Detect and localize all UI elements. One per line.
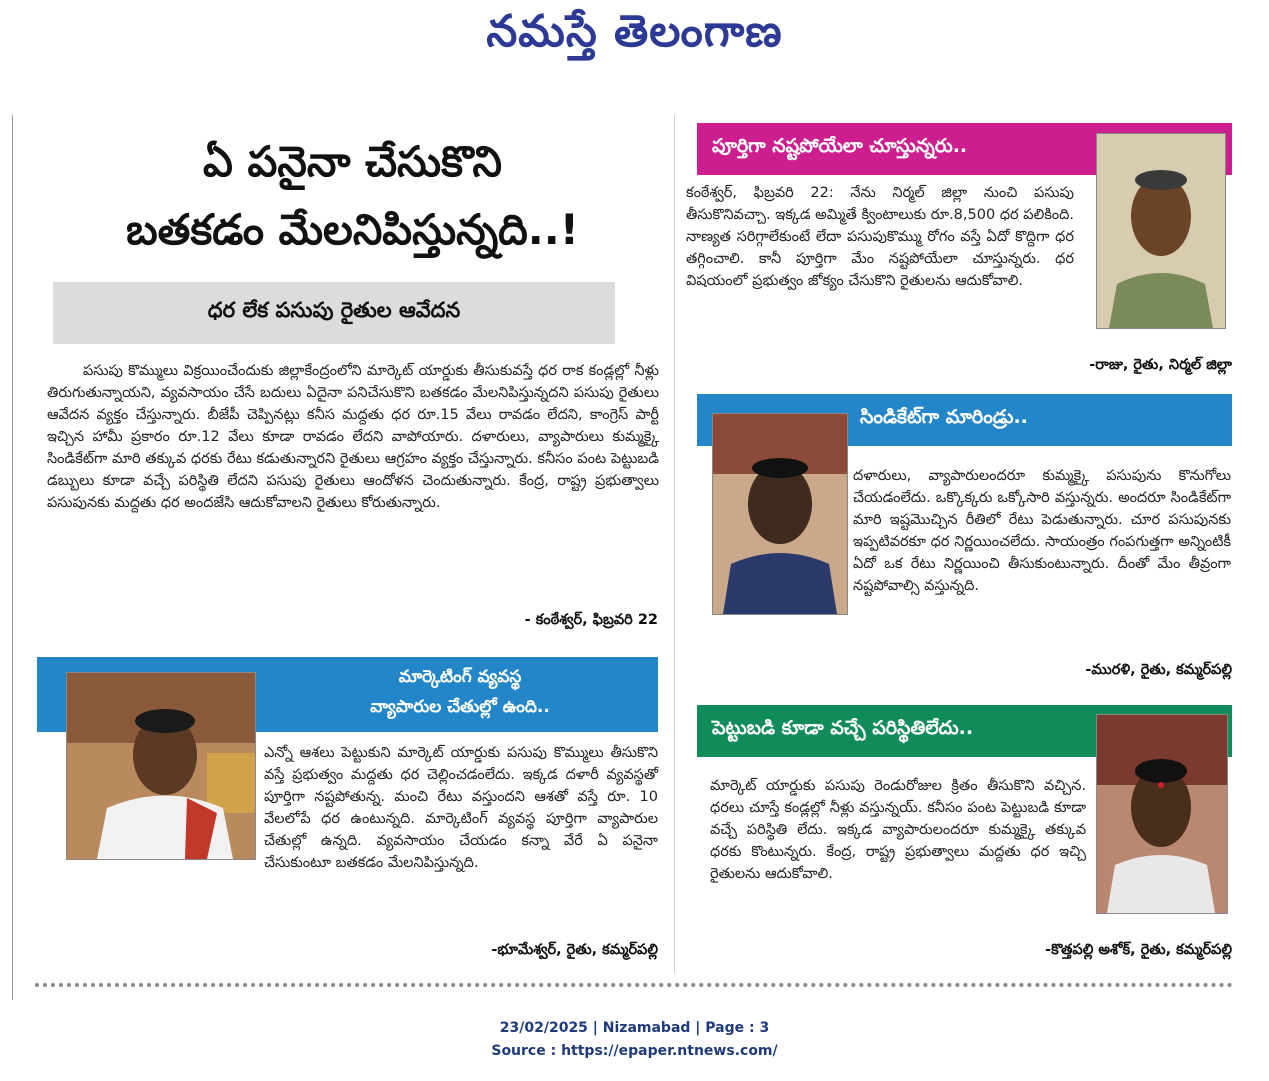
- murali-box-body: [853, 465, 1231, 597]
- farmer-photo-murali: [712, 413, 848, 615]
- portrait-illustration-icon: [1097, 715, 1227, 913]
- page-footer-source: Source : https://epaper.ntnews.com/: [491, 1043, 778, 1059]
- raju-box-body: [686, 182, 1074, 292]
- ashok-box-byline: -కొత్తపల్లి అశోక్, రైతు, కమ్మర్‌పల్లి: [1045, 942, 1232, 958]
- raju-box-title: పూర్తిగా నష్టపోయేలా చూస్తున్నరు..: [712, 135, 968, 157]
- headline-line-2: బతకడం మేలనిపిస్తున్నది..!: [126, 205, 579, 254]
- farmer-photo-bhumeshwar: [66, 672, 256, 860]
- page-left-border: [12, 115, 13, 1000]
- farmer-photo-raju: [1096, 133, 1226, 329]
- main-article-body: [47, 360, 659, 514]
- portrait-illustration-icon: [67, 673, 255, 859]
- page-footer-date-edition: 23/02/2025 | Nizamabad | Page : 3: [499, 1020, 770, 1036]
- murali-box-title: సిండికేట్‌గా మారిండ్రు..: [860, 406, 1028, 428]
- marketing-box-body: [264, 742, 658, 874]
- murali-body-paragraph: దళారులు, వ్యాపారులందరూ కుమ్మక్కై పసుపును కొనుగోలు చేయడంలేదు. ఒక్కొక్కరు ఒక్కోసారి వస్తున్నరు. అందరూ సిండికేట్‌గా మారి ఇష్టమొచ్చిన రీతిలో రేటు పెడుతున్నారు. చూర పసుపునకు ఇప్పటివరకూ ధర నిర్ణయించలేదు. సాయంత్రం గంపగుత్తగా అన్నింటికీ ఏదో ఒక రేటు నిర్ణయించి తీసుకుంటున్నారు. దీంతో మేం తీవ్రంగా నష్టపోవాల్సి వస్తున్నది.: [853, 468, 1231, 594]
- marketing-box-byline: -భూమేశ్వర్, రైతు, కమ్మర్‌పల్లి: [491, 942, 658, 958]
- ashok-box-body: [710, 775, 1086, 885]
- ashok-body-paragraph: మార్కెట్ యార్డుకు పసుపు రెండురోజుల క్రితం తీసుకొని వచ్చిన. ధరలు చూస్తే కండ్లల్లో నీళ్లు వస్తున్నయ్. కనీసం పంట పెట్టుబడి కూడా వచ్చే పరిస్థితి లేదు. ఇక్కడ వ్యాపారులందరూ కుమ్మక్కై తక్కువ ధరకు కొంటున్నరు. కేంద్ర, రాష్ట్ర ప్రభుత్వాలు మద్దతు ధర ఇచ్చి రైతులను ఆదుకోవాలి.: [710, 778, 1086, 882]
- main-article-dateline: - కంఠేశ్వర్, ఫిబ్రవరి 22: [524, 612, 658, 628]
- column-divider: [674, 115, 675, 973]
- page-bottom-dotted-rule: [35, 983, 1233, 987]
- murali-box-byline: -మురళి, రైతు, కమ్మర్‌పల్లి: [1085, 662, 1232, 678]
- newspaper-masthead: నమస్తే తెలంగాణ: [486, 6, 783, 57]
- ashok-box-title: పెట్టుబడి కూడా వచ్చే పరిస్థితిలేదు..: [712, 717, 974, 739]
- main-headline: [40, 128, 665, 264]
- marketing-title-line-2: వ్యాపారుల చేతుల్లో ఉంది..: [370, 697, 550, 717]
- raju-body-paragraph: కంఠేశ్వర్, ఫిబ్రవరి 22: నేను నిర్మల్ జిల్లా నుంచి పసుపు తీసుకొనివచ్చా. ఇక్కడ అమ్మితే క్వింటాలుకు రూ.8,500 ధర పలికింది. నాణ్యత సరిగ్గాలేకుంటే లేదా పసుపుకొమ్ము రోగం వస్తే ఏదో కొద్దిగా ధర తగ్గించాలి. కానీ పూర్తిగా మేం నష్టపోయేలా చూస్తున్నరు. ధర విషయంలో ప్రభుత్వం జోక్యం చేసుకొని రైతులను ఆదుకోవాలి.: [686, 185, 1074, 289]
- headline-line-1: ఏ పనైనా చేసుకొని: [203, 137, 502, 186]
- portrait-illustration-icon: [713, 414, 847, 614]
- farmer-photo-ashok: [1096, 714, 1228, 914]
- raju-box-byline: -రాజు, రైతు, నిర్మల్ జిల్లా: [1089, 357, 1232, 373]
- main-article-paragraph: పసుపు కొమ్ములు విక్రయించేందుకు జిల్లాకేంద్రంలోని మార్కెట్ యార్డుకు తీసుకువస్తే ధర రాక కండ్లల్లో నీళ్లు తిరుగుతున్నాయని, వ్యవసాయం చేసే బదులు ఏదైనా పనిచేసుకొని బతకడం మేలనిపిస్తున్నదని పసుపు రైతులు ఆవేదన వ్యక్తం చేస్తున్నారు. బీజేపీ చెప్పినట్లు కనీస మద్దతు ధర రూ.15 వేలు రావడం లేదని, కాంగ్రెస్ పార్టీ ఇచ్చిన హామీ ప్రకారం రూ.12 వేలు కూడా రావడం లేదని వాపోయారు. దళారులు, వ్యాపారులు కుమ్మక్కై సిండికేట్‌గా మారి తక్కువ ధరకు రేటు కడుతున్నారని రైతులు ఆగ్రహం వ్యక్తం చేస్తున్నారు. కనీసం పంట పెట్టుబడి డబ్బులు కూడా వచ్చే పరిస్థితి లేదని పసుపు రైతులు ఆందోళన చెందుతున్నారు. కేంద్ర, రాష్ట్ర ప్రభుత్వాలు పసుపునకు మద్దతు ధర అందజేసి ఆదుకోవాలని రైతులు కోరుతున్నారు.: [47, 363, 659, 511]
- portrait-illustration-icon: [1097, 134, 1225, 328]
- marketing-box-title: [262, 662, 658, 722]
- sub-headline-text: ధర లేక పసుపు రైతుల ఆవేదన: [207, 298, 461, 322]
- marketing-title-line-1: మార్కెటింగ్ వ్యవస్థ: [398, 667, 522, 687]
- sub-headline: [53, 282, 615, 344]
- marketing-body-paragraph: ఎన్నో ఆశలు పెట్టుకుని మార్కెట్ యార్డుకు పసుపు కొమ్ములు తీసుకొని వస్తే ప్రభుత్వం మద్దతు ధర చెల్లించడంలేదు. ఇక్కడ దళారీ వ్యవస్థతో పూర్తిగా నష్టపోతున్న. మంచి రేటు వస్తుందని ఆశతో వస్తే రూ. 10 వేలలోపే ధర ఉంటున్నది. మార్కెటింగ్ వ్యవస్థ పూర్తిగా వ్యాపారుల చేతుల్లో ఉన్నది. వ్యవసాయం చేయడం కన్నా వేరే ఏ పనైనా చేసుకుంటూ బతకడం మేలనిపిస్తున్నది.: [264, 745, 658, 871]
